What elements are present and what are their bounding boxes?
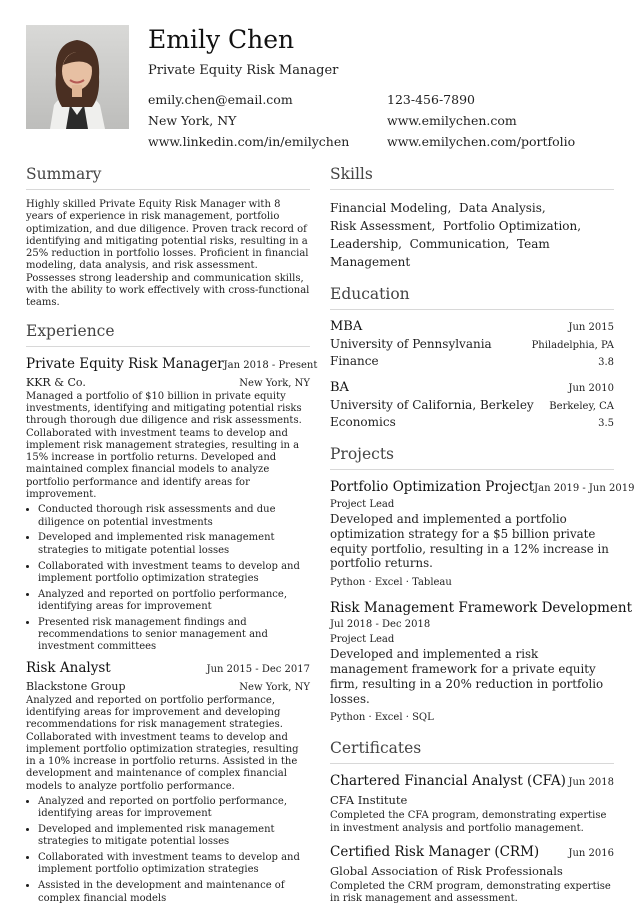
school-location: Berkeley, CA bbox=[549, 401, 614, 412]
project-dates: Jul 2018 - Dec 2018 bbox=[330, 619, 431, 631]
project-entry bbox=[330, 479, 635, 589]
certificate-issuer: CFA Institute bbox=[330, 793, 408, 808]
job-entry bbox=[26, 355, 318, 654]
skills-list bbox=[330, 199, 614, 271]
job-bullet: • Collaborated with investment teams to develop and implement portfolio optimization strategies bbox=[38, 852, 310, 877]
job-bullet: • Analyzed and reported on portfolio performance, identifying areas for improvement bbox=[38, 796, 310, 821]
job-bullets bbox=[26, 504, 310, 653]
right-column bbox=[330, 165, 635, 906]
certificate-entry bbox=[330, 773, 614, 835]
job-description: Managed a portfolio of $10 billion in private equity investments, identifying and mitigating potential risks through thorough due diligence and risk assessments. Collaborated with investment teams to develop and implement risk management strategies, resulting in a 15% increase in portfolio returns. Developed and maintained complex financial models to analyze portfolio performance and identify areas for improvement. bbox=[26, 390, 302, 501]
job-location: New York, NY bbox=[239, 681, 310, 693]
candidate-title: Private Equity Risk Manager bbox=[148, 63, 339, 78]
job-bullets bbox=[26, 796, 310, 905]
certificate-description: Completed the CRM program, demonstrating expertise in risk management and assessment. bbox=[330, 880, 611, 905]
job-bullet: • Analyzed and reported on portfolio performance, identifying areas for improvement bbox=[38, 589, 310, 614]
skill-item: Data Analysis, bbox=[458, 201, 546, 215]
degree: MBA bbox=[330, 319, 363, 334]
certificate-date: Jun 2016 bbox=[568, 847, 614, 859]
certificates-heading: Certificates bbox=[330, 739, 614, 764]
tool-tag: · Tableau bbox=[406, 577, 452, 588]
certificate-date: Jun 2018 bbox=[568, 777, 614, 789]
project-description: Developed and implemented a risk management framework for a private equity firm, resulting in a 20% reduction in portfolio losses. bbox=[330, 647, 604, 706]
profile-photo-image bbox=[26, 25, 129, 129]
certificate-title: Certified Risk Manager (CRM) bbox=[330, 843, 540, 860]
project-dates: Jan 2019 - Jun 2019 bbox=[534, 483, 635, 494]
skill-item: Communication, bbox=[409, 237, 510, 251]
projects-heading: Projects bbox=[330, 445, 614, 470]
school: University of California, Berkeley bbox=[330, 398, 534, 412]
contact-portfolio[interactable]: www.emilychen.com/portfolio bbox=[387, 134, 576, 149]
tool-tag: Python bbox=[330, 712, 366, 724]
project-role: Project Lead bbox=[330, 634, 395, 646]
job-dates: Jan 2018 - Present bbox=[223, 359, 318, 371]
tool-tag: · Excel bbox=[369, 577, 403, 588]
tool-tag: · SQL bbox=[406, 712, 434, 723]
profile-photo bbox=[26, 25, 129, 129]
job-entry bbox=[26, 660, 310, 905]
job-location: New York, NY bbox=[239, 377, 310, 389]
contact-phone[interactable]: 123-456-7890 bbox=[387, 92, 475, 107]
job-bullet: • Presented risk management findings and recommendations to senior management and investment committees bbox=[38, 617, 310, 654]
education-date: Jun 2015 bbox=[568, 322, 614, 333]
job-bullet: • Assisted in the development and maintenance of complex financial models bbox=[38, 880, 310, 905]
project-description: Developed and implemented a portfolio optimization strategy for a $5 billion private equity portfolio, resulting in a 12% increase in portfolio returns. bbox=[330, 512, 609, 571]
job-bullet: • Collaborated with investment teams to develop and implement portfolio optimization strategies bbox=[38, 561, 310, 586]
skill-item: Team Management bbox=[330, 237, 550, 269]
certificate-issuer: Global Association of Risk Professionals bbox=[330, 863, 563, 878]
contact-website[interactable]: www.emilychen.com bbox=[387, 113, 517, 128]
certificate-entry bbox=[330, 844, 614, 906]
candidate-name: Emily Chen bbox=[148, 25, 295, 54]
summary-text: Highly skilled Private Equity Risk Manager with 8 years of experience in risk management, portfolio optimization, and due diligence. Proven track record of identifying and mitigating potential risks, resulting in a 25% reduction in portfolio losses. Proficient in financial modeling, data analysis, and risk assessment. Possesses strong leadership and communication skills, with the ability to work effectively with cross-functional teams. bbox=[26, 199, 310, 309]
field-of-study: Finance bbox=[330, 354, 379, 368]
certificate-title: Chartered Financial Analyst (CFA) bbox=[330, 773, 566, 790]
job-dates: Jun 2015 - Dec 2017 bbox=[206, 663, 310, 675]
job-bullet: • Developed and implemented risk management strategies to mitigate potential losses bbox=[38, 532, 310, 557]
contact-linkedin[interactable]: www.linkedin.com/in/emilychen bbox=[148, 134, 350, 149]
contact-email[interactable]: emily.chen@email.com bbox=[148, 92, 293, 107]
job-title: Risk Analyst bbox=[26, 659, 111, 676]
left-column bbox=[26, 165, 318, 908]
gpa: 3.8 bbox=[598, 357, 614, 368]
skill-item: Portfolio Optimization, bbox=[443, 219, 582, 233]
education-entry bbox=[330, 319, 614, 368]
job-company: KKR & Co. bbox=[26, 375, 86, 389]
summary-heading: Summary bbox=[26, 165, 310, 190]
job-bullet: • Developed and implemented risk management strategies to mitigate potential losses bbox=[38, 824, 310, 849]
certificate-description: Completed the CFA program, demonstrating expertise in investment analysis and portfolio management. bbox=[330, 810, 607, 834]
contact-location: New York, NY bbox=[148, 113, 237, 128]
degree: BA bbox=[330, 380, 349, 395]
experience-heading: Experience bbox=[26, 322, 310, 347]
job-bullet: • Conducted thorough risk assessments and due diligence on potential investments bbox=[38, 504, 310, 529]
education-heading: Education bbox=[330, 285, 614, 310]
tool-tag: · Excel bbox=[369, 712, 403, 723]
gpa: 3.5 bbox=[598, 418, 614, 429]
project-title: Risk Management Framework Development bbox=[330, 600, 633, 617]
skill-item: Leadership, bbox=[330, 237, 402, 251]
skill-item: Risk Assessment, bbox=[330, 219, 436, 233]
job-title: Private Equity Risk Manager bbox=[26, 355, 224, 372]
education-date: Jun 2010 bbox=[568, 383, 614, 394]
project-entry bbox=[330, 600, 633, 724]
skills-heading: Skills bbox=[330, 165, 614, 190]
education-entry bbox=[330, 380, 614, 429]
project-tools bbox=[330, 712, 614, 723]
skill-item: Financial Modeling, bbox=[330, 201, 452, 215]
project-tools bbox=[330, 577, 614, 588]
project-role: Project Lead bbox=[330, 499, 395, 510]
school: University of Pennsylvania bbox=[330, 337, 492, 351]
job-description: Analyzed and reported on portfolio performance, identifying areas for improvement and developing recommendations for risk management strategies. Collaborated with investment teams to develop and implement portfolio optimization strategies, resulting in a 10% increase in portfolio returns. Assisted in the development and maintenance of complex financial models to analyze portfolio performance. bbox=[26, 694, 299, 792]
field-of-study: Economics bbox=[330, 415, 396, 429]
tool-tag: Python bbox=[330, 577, 366, 589]
project-title: Portfolio Optimization Project bbox=[330, 479, 535, 495]
school-location: Philadelphia, PA bbox=[531, 340, 614, 351]
job-company: Blackstone Group bbox=[26, 679, 126, 693]
